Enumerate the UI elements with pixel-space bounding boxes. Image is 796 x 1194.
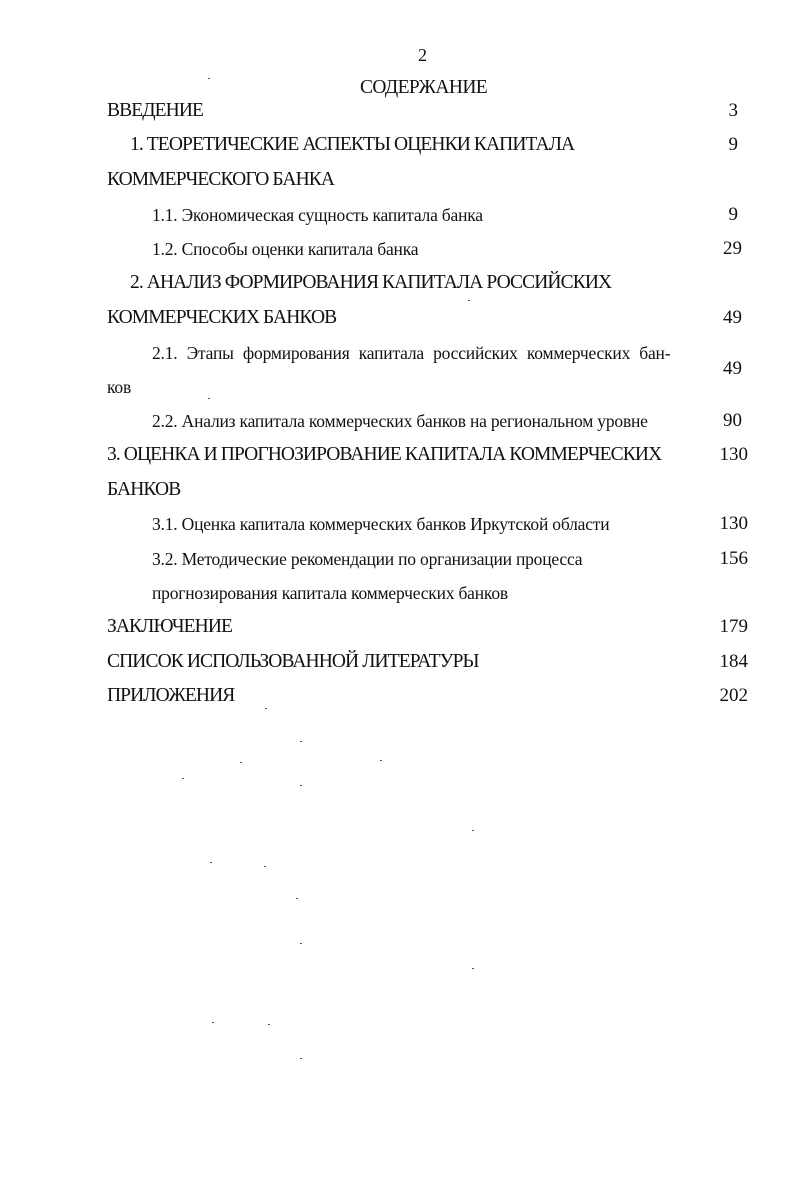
scan-speck — [208, 78, 210, 79]
toc-entry-appendices: ПРИЛОЖЕНИЯ — [107, 685, 235, 706]
toc-chapter-1-line1: 1. ТЕОРЕТИЧЕСКИЕ АСПЕКТЫ ОЦЕНКИ КАПИТАЛА — [130, 134, 575, 155]
toc-chapter-3-line1: 3. ОЦЕНКА И ПРОГНОЗИРОВАНИЕ КАПИТАЛА КОММЕРЧЕСКИХ — [107, 444, 662, 465]
toc-page-appendices: 202 — [719, 685, 748, 706]
toc-page-section-2-1: 49 — [723, 358, 742, 379]
scan-speck — [296, 898, 298, 899]
scan-speck — [300, 943, 302, 944]
scan-speck — [472, 830, 474, 831]
scan-speck — [300, 741, 302, 742]
toc-page-chapter-2: 49 — [723, 307, 742, 328]
toc-entry-references: СПИСОК ИСПОЛЬЗОВАННОЙ ЛИТЕРАТУРЫ — [107, 651, 479, 672]
toc-section-1-2: 1.2. Способы оценки капитала банка — [152, 239, 419, 259]
scan-speck — [472, 968, 474, 969]
toc-chapter-3-line2: БАНКОВ — [107, 479, 181, 500]
toc-entry-conclusion: ЗАКЛЮЧЕНИЕ — [107, 616, 233, 637]
toc-page-conclusion: 179 — [719, 616, 748, 637]
scan-speck — [240, 762, 242, 763]
scan-speck — [468, 300, 470, 301]
toc-chapter-2-line2: КОММЕРЧЕСКИХ БАНКОВ — [107, 307, 337, 328]
scan-speck — [380, 760, 382, 761]
toc-section-2-1-line1: 2.1. Этапы формирования капитала российских коммерческих бан- — [152, 343, 671, 363]
toc-section-2-2: 2.2. Анализ капитала коммерческих банков на региональном уровне — [152, 411, 648, 431]
toc-page-chapter-3: 130 — [719, 444, 748, 465]
scan-speck — [268, 1024, 270, 1025]
toc-page-section-1-2: 29 — [723, 238, 742, 259]
toc-section-3-2-line2: прогнозирования капитала коммерческих банков — [152, 583, 508, 603]
scan-speck — [182, 778, 184, 779]
page-title: СОДЕРЖАНИЕ — [360, 77, 488, 98]
scan-speck — [264, 866, 266, 867]
scan-speck — [300, 785, 302, 786]
scan-speck — [208, 398, 210, 399]
toc-section-3-2-line1: 3.2. Методические рекомендации по организации процесса — [152, 549, 583, 569]
scan-speck — [212, 1022, 214, 1023]
toc-chapter-1-line2: КОММЕРЧЕСКОГО БАНКА — [107, 169, 335, 190]
toc-page-chapter-1: 9 — [728, 134, 738, 155]
scan-speck — [300, 1058, 302, 1059]
toc-page-section-3-1: 130 — [719, 513, 748, 534]
toc-page-section-3-2: 156 — [719, 548, 748, 569]
toc-section-2-1-line2: ков — [107, 377, 132, 397]
toc-page-introduction: 3 — [728, 100, 738, 121]
page-number: 2 — [418, 45, 427, 65]
toc-page-section-1-1: 9 — [728, 204, 738, 225]
scan-speck — [210, 862, 212, 863]
toc-section-3-1: 3.1. Оценка капитала коммерческих банков Иркутской области — [152, 514, 610, 534]
toc-section-1-1: 1.1. Экономическая сущность капитала банка — [152, 205, 483, 225]
toc-entry-introduction: ВВЕДЕНИЕ — [107, 100, 204, 121]
toc-page-references: 184 — [719, 651, 748, 672]
toc-chapter-2-line1: 2. АНАЛИЗ ФОРМИРОВАНИЯ КАПИТАЛА РОССИЙСКИХ — [130, 272, 612, 293]
toc-page-section-2-2: 90 — [723, 410, 742, 431]
scan-speck — [265, 708, 267, 709]
